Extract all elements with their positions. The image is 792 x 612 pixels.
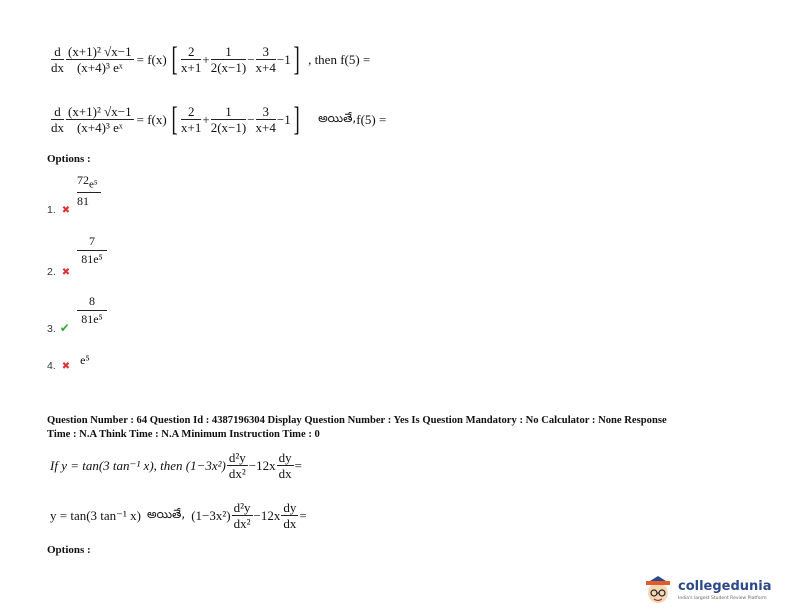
- equals-sign: =: [299, 507, 307, 523]
- lhs-numerator: (x+1)² √x−1: [68, 44, 132, 59]
- options-label: Options :: [47, 544, 91, 556]
- fraction-bar: [77, 192, 101, 193]
- telugu-ayithe: అయితే,: [318, 111, 357, 125]
- term3: [256, 104, 276, 135]
- dx2: dx²: [233, 516, 251, 531]
- first-derivative: [277, 450, 294, 481]
- then-f5: , then f(5) =: [308, 51, 371, 67]
- term1-num: 2: [181, 104, 201, 120]
- term2: [211, 104, 247, 135]
- option-2-numerator: 7: [89, 234, 95, 248]
- q64-meta-line1: Question Number : 64 Question Id : 4387196304 Display Question Number : Yes Is Question Mandatory : No Calculator : None Response: [47, 415, 667, 426]
- term1-den: x+1: [181, 120, 202, 135]
- mascot-icon: [642, 575, 674, 605]
- q63-english-equation: [50, 40, 371, 78]
- option-4[interactable]: [47, 353, 90, 374]
- option-3-fraction: [77, 294, 107, 327]
- q64-meta-line2: Time : N.A Think Time : N.A Minimum Instruction Time : 0: [47, 429, 320, 440]
- telugu-ayithe: అయితే,: [147, 507, 186, 521]
- dx-symbol: dx: [51, 120, 64, 135]
- derivative-operator: [51, 104, 64, 135]
- q63-telugu-equation: [50, 100, 387, 138]
- option-2-denominator: 81e⁵: [81, 252, 103, 266]
- logo-text: collegedunia: [678, 579, 772, 594]
- lhs-fraction: [66, 44, 134, 75]
- fraction-bar: [77, 310, 107, 311]
- term3-den: x+4: [255, 60, 276, 75]
- equals-fx: = f(x): [136, 111, 167, 127]
- dy: dy: [278, 450, 292, 465]
- term2-num: 1: [211, 104, 247, 120]
- option-2-marker: [47, 262, 70, 280]
- option-2-fraction: [77, 234, 107, 267]
- plus-sign: +: [202, 111, 210, 127]
- minus-12x: −12x: [248, 457, 276, 473]
- option-1-number: 1.: [47, 204, 56, 216]
- option-1-denominator: 81: [77, 193, 89, 208]
- option-3-number: 3.: [47, 323, 56, 335]
- q64-english-prefix: If y = tan(3 tan⁻¹ x), then (1−3x²): [50, 457, 226, 473]
- f5-label: f(5) =: [356, 111, 387, 127]
- q64-english-equation: [50, 450, 302, 481]
- option-4-number: 4.: [47, 360, 56, 372]
- option-1-numerator: 72: [77, 173, 89, 187]
- wrong-icon: ✖: [61, 267, 71, 278]
- logo-subtext: India's largest Student Review Platform: [678, 596, 767, 601]
- first-derivative: [281, 500, 298, 531]
- lhs-numerator: (x+1)² √x−1: [68, 104, 132, 119]
- left-bracket: [: [171, 40, 178, 78]
- term1-den: x+1: [181, 60, 202, 75]
- term2-den: 2(x−1): [210, 120, 247, 135]
- wrong-icon: ✖: [61, 361, 71, 372]
- minus-one: −1: [276, 111, 291, 127]
- q64-expr: (1−3x²): [191, 507, 231, 523]
- term2-den: 2(x−1): [210, 60, 247, 75]
- plus-sign: +: [202, 51, 210, 67]
- option-2-number: 2.: [47, 266, 56, 278]
- term1-num: 2: [181, 44, 201, 60]
- minus-12x: −12x: [253, 507, 281, 523]
- dy: dy: [283, 500, 297, 515]
- minus-sign: −: [247, 111, 255, 127]
- minus-sign: −: [247, 51, 255, 67]
- option-1-marker: [47, 200, 70, 218]
- d-symbol: d: [51, 44, 64, 60]
- options-label: Options :: [47, 153, 91, 165]
- term3: [256, 44, 276, 75]
- term3-num: 3: [256, 104, 276, 120]
- derivative-operator: [51, 44, 64, 75]
- term3-num: 3: [256, 44, 276, 60]
- d-symbol: d: [51, 104, 64, 120]
- correct-icon: ✔: [59, 321, 70, 335]
- lhs-denominator: (x+4)³ eˣ: [76, 120, 123, 135]
- q64-metadata: [47, 414, 767, 442]
- dx: dx: [283, 516, 297, 531]
- term1: [181, 44, 201, 75]
- lhs-fraction: [66, 104, 134, 135]
- second-derivative: [227, 450, 248, 481]
- option-3-denominator: 81e⁵: [81, 312, 103, 326]
- option-3-marker: [47, 319, 70, 337]
- dx2: dx²: [228, 466, 246, 481]
- equals-sign: =: [294, 457, 302, 473]
- dx: dx: [278, 466, 292, 481]
- option-4-value: e⁵: [80, 353, 90, 367]
- minus-one: −1: [276, 51, 291, 67]
- q64-telugu-prefix: y = tan(3 tan⁻¹ x): [50, 507, 142, 523]
- right-bracket: ]: [293, 40, 300, 78]
- d2y: d²y: [233, 500, 251, 515]
- lhs-denominator: (x+4)³ eˣ: [76, 60, 123, 75]
- q64-telugu-equation: [50, 500, 307, 531]
- term2-num: 1: [211, 44, 247, 60]
- term3-den: x+4: [255, 120, 276, 135]
- dx-symbol: dx: [51, 60, 64, 75]
- right-bracket: ]: [293, 100, 300, 138]
- second-derivative: [232, 500, 253, 531]
- option-3-numerator: 8: [89, 294, 95, 308]
- option-1-fraction: [77, 172, 101, 209]
- collegedunia-logo: [642, 575, 787, 605]
- left-bracket: [: [171, 100, 178, 138]
- option-1-exp: e⁵: [89, 178, 98, 191]
- wrong-icon: ✖: [61, 205, 71, 216]
- term2: [211, 44, 247, 75]
- equals-fx: = f(x): [136, 51, 167, 67]
- d2y: d²y: [228, 450, 246, 465]
- fraction-bar: [77, 250, 107, 251]
- term1: [181, 104, 201, 135]
